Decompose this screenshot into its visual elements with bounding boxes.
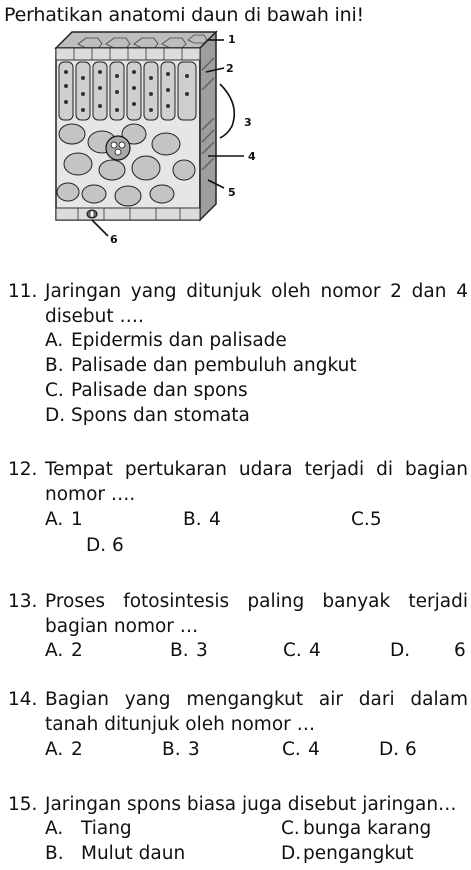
option-12c[interactable]: C.5 bbox=[351, 509, 382, 530]
figure-label-5: 5 bbox=[228, 186, 236, 199]
question-11 bbox=[8, 280, 468, 329]
option-15d[interactable]: D. pengangkut bbox=[281, 843, 414, 864]
figure-label-6: 6 bbox=[110, 233, 118, 246]
page-title: Perhatikan anatomi daun di bawah ini! bbox=[4, 4, 364, 26]
option-14a[interactable]: A. 2 bbox=[45, 739, 83, 760]
option-15a[interactable]: A. Tiang bbox=[45, 818, 132, 839]
question-text: Proses fotosintesis paling banyak terjadi bagian nomor … bbox=[45, 591, 468, 637]
question-14 bbox=[8, 688, 468, 737]
option-15c[interactable]: C. bunga karang bbox=[281, 818, 432, 839]
figure-label-3: 3 bbox=[244, 116, 252, 129]
question-number: 14. bbox=[8, 689, 38, 710]
figure-label-2: 2 bbox=[226, 62, 234, 75]
option-14d[interactable]: D. 6 bbox=[379, 739, 417, 760]
question-13 bbox=[8, 590, 468, 639]
question-text: Tempat pertukaran udara terjadi di bagian nomor …. bbox=[45, 459, 468, 505]
figure-label-1: 1 bbox=[228, 33, 236, 46]
question-number: 13. bbox=[8, 591, 38, 612]
option-14c[interactable]: C. 4 bbox=[282, 739, 320, 760]
question-text: Jaringan spons biasa juga disebut jaringan… bbox=[45, 794, 457, 815]
option-12d[interactable]: D. 6 bbox=[86, 535, 124, 556]
question-12 bbox=[8, 458, 468, 507]
option-11a[interactable]: A. Epidermis dan palisade bbox=[45, 330, 287, 351]
question-number: 15. bbox=[8, 794, 38, 815]
option-15b[interactable]: B. Mulut daun bbox=[45, 843, 186, 864]
option-12b[interactable]: B. 4 bbox=[183, 509, 221, 530]
option-11b[interactable]: B. Palisade dan pembuluh angkut bbox=[45, 355, 357, 376]
option-13d[interactable]: D. 6 bbox=[390, 640, 466, 661]
option-11d[interactable]: D. Spons dan stomata bbox=[45, 405, 250, 426]
question-number: 11. bbox=[8, 281, 38, 302]
figure-label-4: 4 bbox=[248, 150, 256, 163]
option-11c[interactable]: C. Palisade dan spons bbox=[45, 380, 248, 401]
leaf-anatomy-diagram bbox=[48, 30, 268, 255]
question-number: 12. bbox=[8, 459, 38, 480]
option-13c[interactable]: C. 4 bbox=[283, 640, 321, 661]
option-13b[interactable]: B. 3 bbox=[170, 640, 208, 661]
question-text: Bagian yang mengangkut air dari dalam tanah ditunjuk oleh nomor … bbox=[45, 689, 468, 735]
option-12a[interactable]: A. 1 bbox=[45, 509, 83, 530]
question-15 bbox=[8, 793, 468, 818]
question-text: Jaringan yang ditunjuk oleh nomor 2 dan 4 disebut …. bbox=[45, 281, 468, 327]
option-13a[interactable]: A. 2 bbox=[45, 640, 83, 661]
option-14b[interactable]: B. 3 bbox=[162, 739, 200, 760]
